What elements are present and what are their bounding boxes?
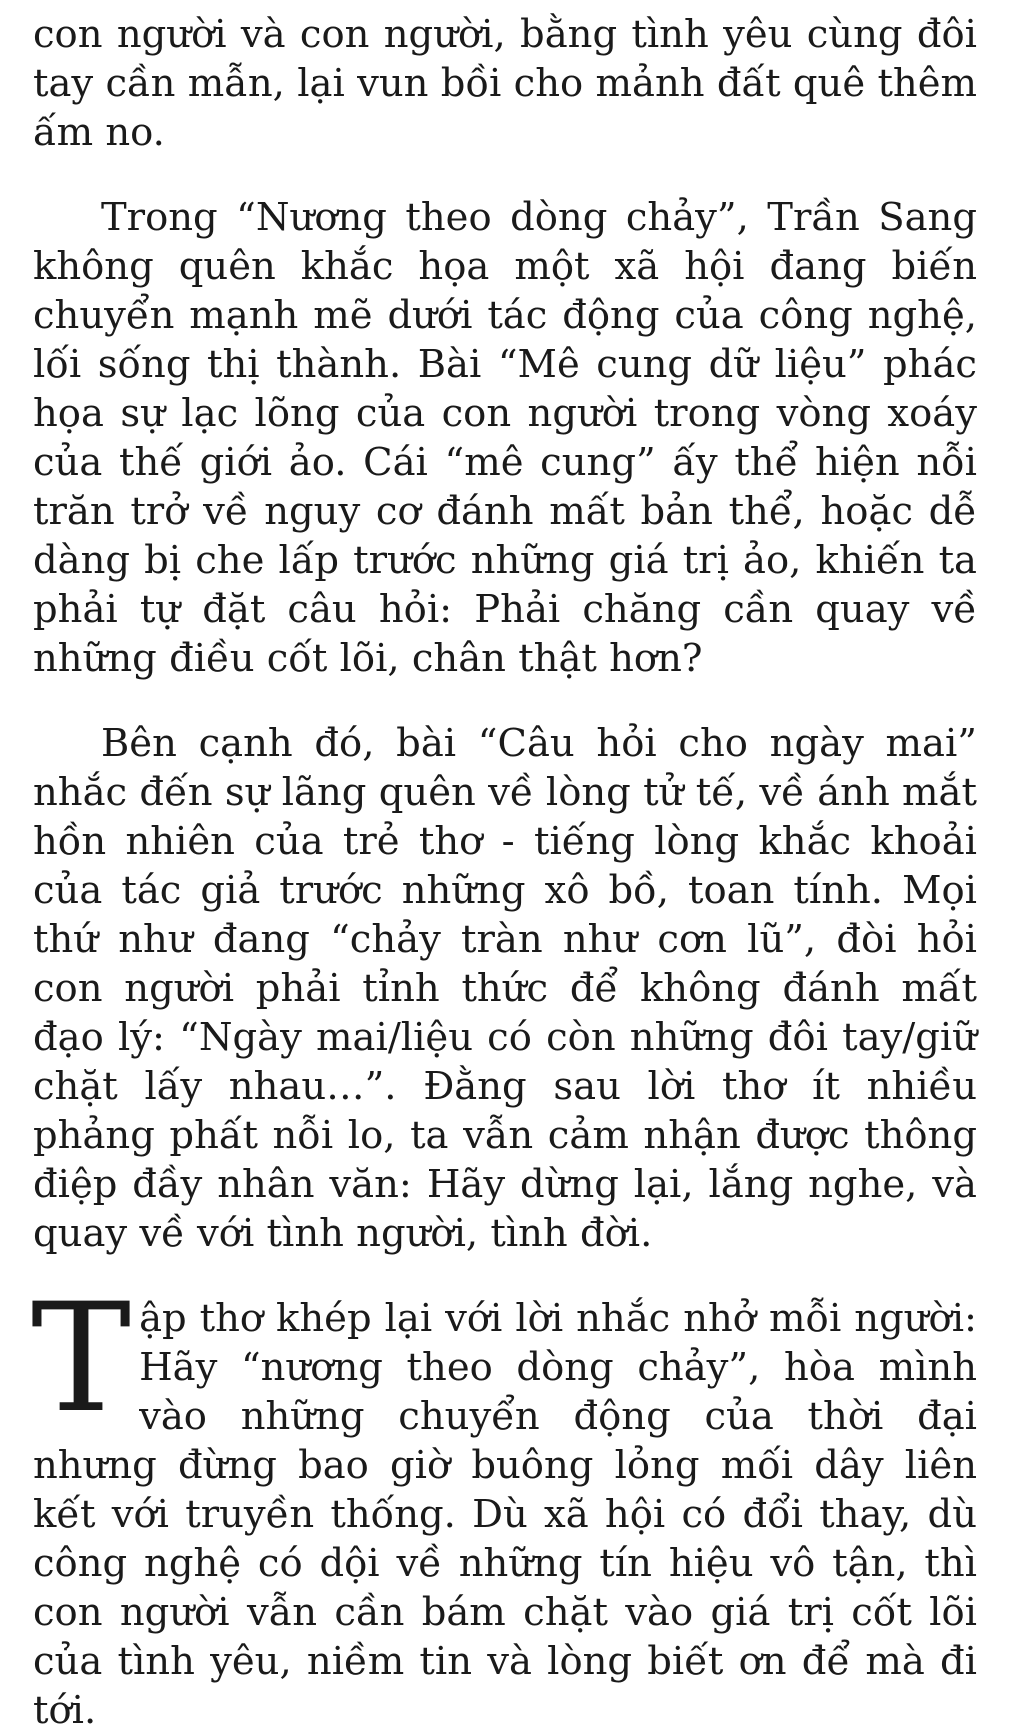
paragraph-conclusion [31,1272,977,1735]
paragraph-cau-hoi-cho-ngay-mai: Bên cạnh đó, bài “Câu hỏi cho ngày mai” nhắc đến sự lãng quên về lòng tử tế, về ánh mắt hồn nhiên của trẻ thơ - tiếng lòng khắc khoải của tác giả trước những xô bồ, toan tính. Mọi thứ như đang “chảy tràn như cơn lũ”, đòi hỏi con người phải tỉnh thức để không đánh mất đạo lý: “Ngày mai/liệu có còn những đôi tay/giữ chặt lấy nhau…”. Đằng sau lời thơ ít nhiều phảng phất nỗi lo, ta vẫn cảm nhận được thông điệp đầy nhân văn: Hãy dừng lại, lắng nghe, và quay về với tình người, tình đời. [33,721,977,1256]
paragraph-nuong-theo-dong-chay: Trong “Nương theo dòng chảy”, Trần Sang không quên khắc họa một xã hội đang biến chuyển mạnh mẽ dưới tác động của công nghệ, lối sống thị thành. Bài “Mê cung dữ liệu” phác họa sự lạc lõng của con người trong vòng xoáy của thế giới ảo. Cái “mê cung” ấy thể hiện nỗi trăn trở về nguy cơ đánh mất bản thể, hoặc dễ dàng bị che lấp trước những giá trị ảo, khiến ta phải tự đặt câu hỏi: Phải chăng cần quay về những điều cốt lõi, chân thật hơn? [33,195,977,681]
drop-cap-letter: T [31,1272,132,1446]
paragraph-conclusion-text: ập thơ khép lại với lời nhắc nhở mỗi người: Hãy “nương theo dòng chảy”, hòa mình vào những chuyển động của thời đại nhưng đừng bao giờ buông lỏng mối dây liên kết với truyền thống. Dù xã hội có đổi thay, dù công nghệ có dội về những tín hiệu vô tận, thì con người vẫn cần bám chặt vào giá trị cốt lõi của tình yêu, niềm tin và lòng biết ơn để mà đi tới. [33,1296,977,1733]
document-page [33,10,977,1735]
paragraph-continuation: con người và con người, bằng tình yêu cùng đôi tay cần mẫn, lại vun bồi cho mảnh đất quê thêm ấm no. [33,12,977,155]
